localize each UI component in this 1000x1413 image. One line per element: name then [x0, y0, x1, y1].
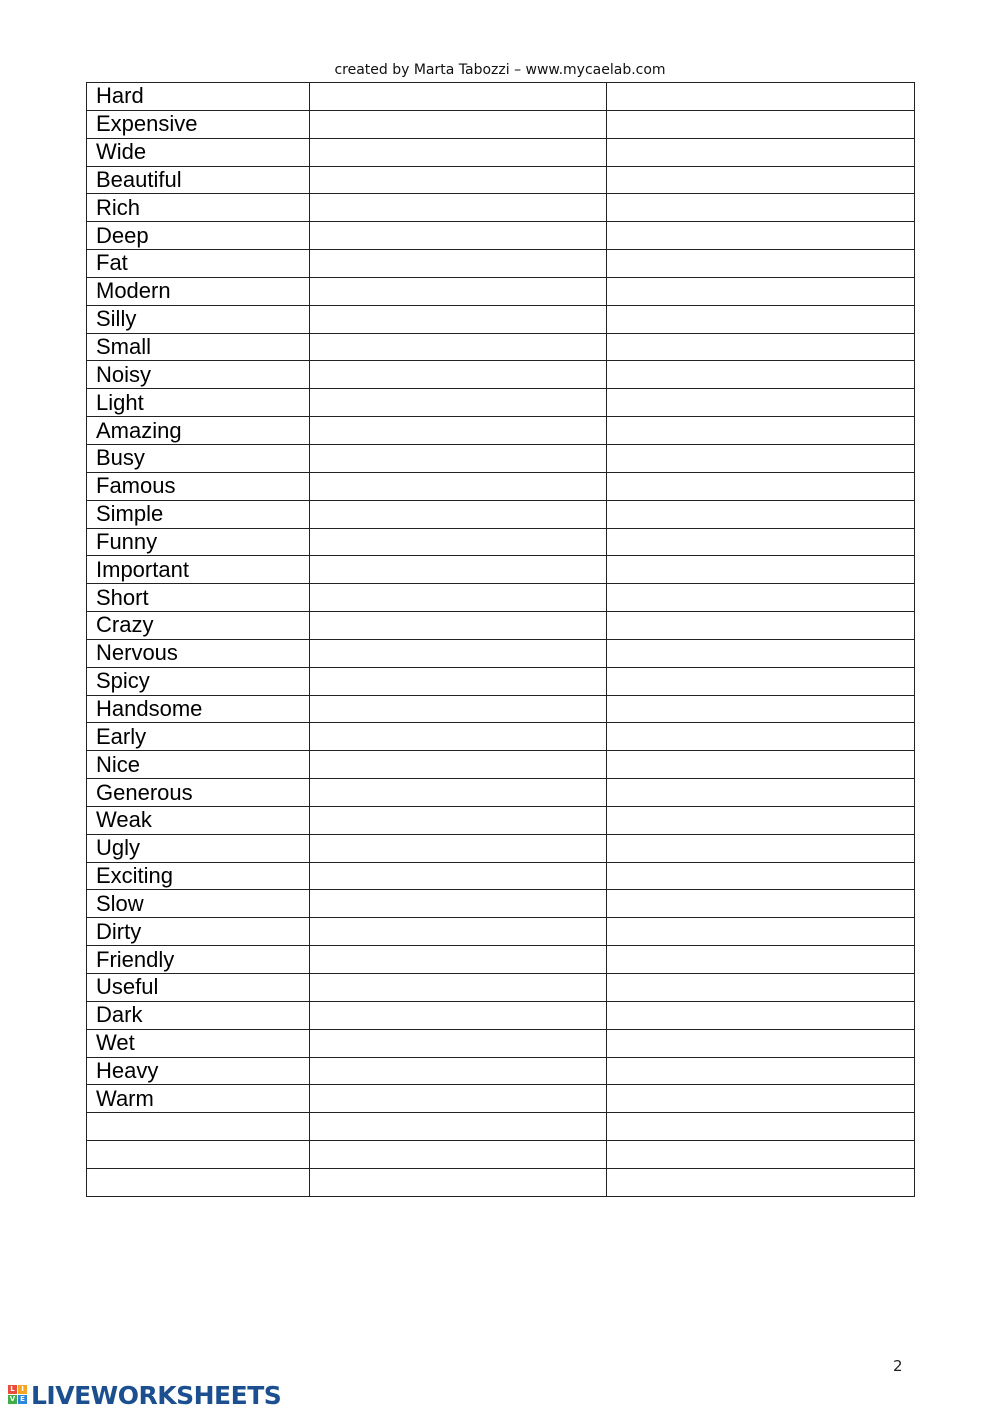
word-cell: Fat	[87, 250, 310, 278]
word-cell: Famous	[87, 472, 310, 500]
word-cell: Silly	[87, 305, 310, 333]
superlative-answer-cell[interactable]	[607, 500, 915, 528]
table-row	[87, 1057, 915, 1085]
superlative-answer-cell[interactable]	[607, 1085, 915, 1113]
superlative-answer-cell[interactable]	[607, 83, 915, 111]
comparative-answer-cell[interactable]	[310, 1113, 607, 1141]
comparative-answer-cell[interactable]	[310, 528, 607, 556]
table-row	[87, 417, 915, 445]
superlative-answer-cell[interactable]	[607, 222, 915, 250]
superlative-answer-cell[interactable]	[607, 556, 915, 584]
comparative-answer-cell[interactable]	[310, 806, 607, 834]
word-cell: Modern	[87, 277, 310, 305]
word-cell: Busy	[87, 444, 310, 472]
word-cell: Useful	[87, 974, 310, 1002]
brand-name: LIVEWORKSHEETS	[31, 1380, 282, 1410]
table-row	[87, 806, 915, 834]
superlative-answer-cell[interactable]	[607, 1141, 915, 1169]
superlative-answer-cell[interactable]	[607, 1113, 915, 1141]
table-row	[87, 1113, 915, 1141]
table-row	[87, 556, 915, 584]
table-row	[87, 1141, 915, 1169]
superlative-answer-cell[interactable]	[607, 250, 915, 278]
table-row	[87, 444, 915, 472]
word-cell: Weak	[87, 806, 310, 834]
liveworksheets-logo-icon	[8, 1385, 28, 1405]
comparative-answer-cell[interactable]	[310, 166, 607, 194]
comparative-answer-cell[interactable]	[310, 639, 607, 667]
word-cell: Friendly	[87, 946, 310, 974]
word-cell: Heavy	[87, 1057, 310, 1085]
comparative-answer-cell[interactable]	[310, 222, 607, 250]
table-row	[87, 166, 915, 194]
comparative-answer-cell[interactable]	[310, 751, 607, 779]
comparative-answer-cell[interactable]	[310, 1001, 607, 1029]
comparative-answer-cell[interactable]	[310, 584, 607, 612]
word-cell: Dirty	[87, 918, 310, 946]
superlative-answer-cell[interactable]	[607, 389, 915, 417]
word-cell: Light	[87, 389, 310, 417]
word-cell: Slow	[87, 890, 310, 918]
comparative-answer-cell[interactable]	[310, 834, 607, 862]
superlative-answer-cell[interactable]	[607, 806, 915, 834]
superlative-answer-cell[interactable]	[607, 890, 915, 918]
table-row	[87, 667, 915, 695]
word-cell: Funny	[87, 528, 310, 556]
superlative-answer-cell[interactable]	[607, 695, 915, 723]
superlative-answer-cell[interactable]	[607, 361, 915, 389]
table-row	[87, 695, 915, 723]
word-cell: Ugly	[87, 834, 310, 862]
logo-tile: L	[8, 1385, 17, 1394]
word-cell: Dark	[87, 1001, 310, 1029]
credit-line: created by Marta Tabozzi – www.mycaelab.com	[334, 62, 666, 78]
comparative-answer-cell[interactable]	[310, 1141, 607, 1169]
superlative-answer-cell[interactable]	[607, 862, 915, 890]
superlative-answer-cell[interactable]	[607, 305, 915, 333]
word-cell: Wet	[87, 1029, 310, 1057]
superlative-answer-cell[interactable]	[607, 1029, 915, 1057]
superlative-answer-cell[interactable]	[607, 1057, 915, 1085]
word-cell: Early	[87, 723, 310, 751]
logo-tile: V	[9, 1395, 16, 1403]
liveworksheets-brand	[8, 1381, 281, 1409]
superlative-answer-cell[interactable]	[607, 528, 915, 556]
superlative-answer-cell[interactable]	[607, 1168, 915, 1196]
table-row	[87, 1029, 915, 1057]
table-row	[87, 890, 915, 918]
word-cell: Short	[87, 584, 310, 612]
superlative-answer-cell[interactable]	[607, 584, 915, 612]
comparative-answer-cell[interactable]	[310, 333, 607, 361]
comparative-answer-cell[interactable]	[310, 194, 607, 222]
superlative-answer-cell[interactable]	[607, 277, 915, 305]
table-row	[87, 1168, 915, 1196]
word-cell: Nervous	[87, 639, 310, 667]
table-row	[87, 472, 915, 500]
comparative-answer-cell[interactable]	[310, 361, 607, 389]
word-cell: Important	[87, 556, 310, 584]
word-cell: Beautiful	[87, 166, 310, 194]
comparative-answer-cell[interactable]	[310, 500, 607, 528]
word-cell: Wide	[87, 138, 310, 166]
superlative-answer-cell[interactable]	[607, 472, 915, 500]
table-row	[87, 222, 915, 250]
comparative-answer-cell[interactable]	[310, 277, 607, 305]
comparative-answer-cell[interactable]	[310, 250, 607, 278]
table-row	[87, 751, 915, 779]
word-cell: Handsome	[87, 695, 310, 723]
comparative-answer-cell[interactable]	[310, 946, 607, 974]
word-cell: Hard	[87, 83, 310, 111]
superlative-answer-cell[interactable]	[607, 834, 915, 862]
superlative-answer-cell[interactable]	[607, 166, 915, 194]
table-row	[87, 779, 915, 807]
table-row	[87, 612, 915, 640]
word-cell: Deep	[87, 222, 310, 250]
table-row	[87, 1001, 915, 1029]
comparative-answer-cell[interactable]	[310, 472, 607, 500]
superlative-answer-cell[interactable]	[607, 333, 915, 361]
table-row	[87, 83, 915, 111]
superlative-answer-cell[interactable]	[607, 974, 915, 1002]
table-row	[87, 723, 915, 751]
word-cell: Crazy	[87, 612, 310, 640]
comparative-answer-cell[interactable]	[310, 1057, 607, 1085]
comparative-answer-cell[interactable]	[310, 723, 607, 751]
word-cell: Amazing	[87, 417, 310, 445]
comparative-answer-cell[interactable]	[310, 695, 607, 723]
comparative-answer-cell[interactable]	[310, 83, 607, 111]
comparative-answer-cell[interactable]	[310, 1168, 607, 1196]
word-cell	[87, 1113, 310, 1141]
word-cell: Noisy	[87, 361, 310, 389]
table-row	[87, 1085, 915, 1113]
superlative-answer-cell[interactable]	[607, 918, 915, 946]
comparative-answer-cell[interactable]	[310, 138, 607, 166]
comparative-answer-cell[interactable]	[310, 1085, 607, 1113]
comparative-answer-cell[interactable]	[310, 444, 607, 472]
comparative-answer-cell[interactable]	[310, 974, 607, 1002]
table-row	[87, 110, 915, 138]
comparative-answer-cell[interactable]	[310, 779, 607, 807]
table-row	[87, 138, 915, 166]
superlative-answer-cell[interactable]	[607, 417, 915, 445]
table-row	[87, 974, 915, 1002]
superlative-answer-cell[interactable]	[607, 946, 915, 974]
word-cell	[87, 1141, 310, 1169]
comparative-answer-cell[interactable]	[310, 862, 607, 890]
superlative-answer-cell[interactable]	[607, 444, 915, 472]
word-cell: Generous	[87, 779, 310, 807]
superlative-answer-cell[interactable]	[607, 110, 915, 138]
comparative-answer-cell[interactable]	[310, 918, 607, 946]
word-cell: Warm	[87, 1085, 310, 1113]
table-row	[87, 361, 915, 389]
logo-tile: I	[18, 1385, 27, 1394]
superlative-answer-cell[interactable]	[607, 667, 915, 695]
superlative-answer-cell[interactable]	[607, 1001, 915, 1029]
table-row	[87, 333, 915, 361]
comparative-answer-cell[interactable]	[310, 110, 607, 138]
comparative-answer-cell[interactable]	[310, 305, 607, 333]
superlative-answer-cell[interactable]	[607, 194, 915, 222]
table-row	[87, 500, 915, 528]
comparative-answer-cell[interactable]	[310, 417, 607, 445]
table-row	[87, 250, 915, 278]
table-row	[87, 528, 915, 556]
table-row	[87, 918, 915, 946]
table-row	[87, 305, 915, 333]
table-row	[87, 389, 915, 417]
logo-tile: E	[18, 1395, 27, 1404]
word-cell: Simple	[87, 500, 310, 528]
comparative-answer-cell[interactable]	[310, 890, 607, 918]
page-number: 2	[893, 1357, 903, 1375]
table-row	[87, 639, 915, 667]
comparative-answer-cell[interactable]	[310, 1029, 607, 1057]
word-cell	[87, 1168, 310, 1196]
table-row	[87, 834, 915, 862]
table-row	[87, 862, 915, 890]
word-cell: Rich	[87, 194, 310, 222]
word-cell: Small	[87, 333, 310, 361]
comparative-answer-cell[interactable]	[310, 389, 607, 417]
comparative-answer-cell[interactable]	[310, 556, 607, 584]
word-cell: Spicy	[87, 667, 310, 695]
word-cell: Nice	[87, 751, 310, 779]
word-cell: Expensive	[87, 110, 310, 138]
comparative-answer-cell[interactable]	[310, 667, 607, 695]
adjectives-table	[86, 82, 915, 1197]
table-row	[87, 946, 915, 974]
superlative-answer-cell[interactable]	[607, 138, 915, 166]
table-row	[87, 277, 915, 305]
comparative-answer-cell[interactable]	[310, 612, 607, 640]
superlative-answer-cell[interactable]	[607, 723, 915, 751]
word-cell: Exciting	[87, 862, 310, 890]
table-row	[87, 194, 915, 222]
superlative-answer-cell[interactable]	[607, 779, 915, 807]
superlative-answer-cell[interactable]	[607, 612, 915, 640]
superlative-answer-cell[interactable]	[607, 639, 915, 667]
table-row	[87, 584, 915, 612]
superlative-answer-cell[interactable]	[607, 751, 915, 779]
